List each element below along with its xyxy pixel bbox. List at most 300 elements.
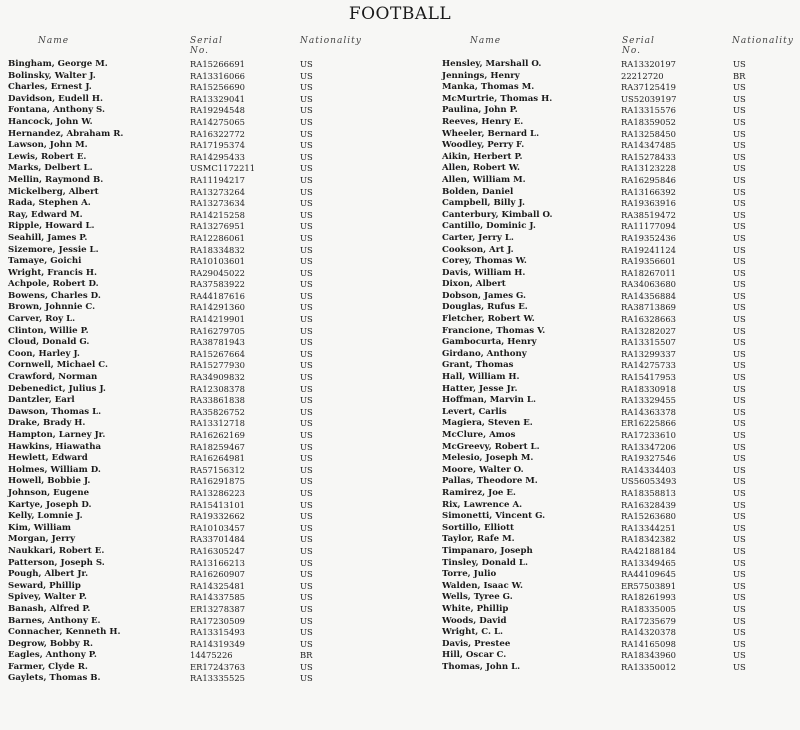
serial-number: RA13273634 [190, 198, 245, 209]
serial-number: RA14325481 [190, 580, 245, 591]
serial-number: RA13329041 [190, 93, 245, 104]
nationality: US [300, 302, 313, 313]
nationality: US [733, 302, 746, 313]
player-name: Farmer, Clyde R. [8, 661, 88, 672]
nationality: US [733, 59, 746, 69]
nationality: US [733, 256, 746, 267]
player-name: Hall, William H. [442, 372, 520, 383]
nationality: US [300, 464, 313, 475]
serial-number: RA13315507 [621, 337, 676, 348]
nationality: US [733, 545, 746, 556]
player-name: Mickelberg, Albert [8, 186, 99, 197]
serial-number: RA12286061 [190, 232, 245, 243]
player-name: Achpole, Robert D. [8, 279, 99, 290]
nationality: US [300, 383, 313, 394]
serial-number: RA17233610 [621, 430, 676, 440]
player-name: Lewis, Robert E. [8, 151, 87, 162]
player-name: Hensley, Marshall O. [442, 59, 542, 69]
serial-number: RA33861838 [190, 395, 245, 406]
nationality: US [300, 244, 313, 255]
player-name: Tamaye, Goichi [8, 256, 82, 267]
player-name: Campbell, Billy J. [442, 198, 525, 209]
nationality: US [733, 221, 746, 232]
serial-header: Serial No. [190, 36, 223, 56]
player-name: Kelly, Lomnie J. [8, 511, 83, 522]
player-name: Hancock, John W. [8, 116, 93, 127]
player-name: Cornwell, Michael C. [8, 360, 108, 371]
nationality: US [300, 511, 313, 522]
player-name: Hawkins, Hiawatha [8, 441, 102, 452]
serial-number: RA13123228 [621, 163, 676, 174]
serial-number: RA13320197 [621, 59, 676, 69]
serial-number: RA19294548 [190, 105, 245, 116]
serial-number: RA14275065 [190, 116, 245, 127]
serial-number: RA15417953 [621, 372, 676, 383]
player-name: Ripple, Howard L. [8, 221, 95, 232]
serial-number: RA19332662 [190, 511, 245, 522]
nationality: US [300, 627, 313, 638]
serial-number: RA18267011 [621, 267, 676, 278]
nationality: US [300, 638, 313, 649]
serial-number: RA10103457 [190, 522, 245, 533]
serial-number: RA16328663 [621, 314, 676, 325]
serial-number: RA14165098 [621, 638, 676, 649]
nationality: US [733, 116, 746, 127]
player-name: Gaylets, Thomas B. [8, 673, 101, 684]
serial-number: ER13278387 [190, 603, 246, 614]
player-name: Ray, Edward M. [8, 209, 83, 220]
player-name: Reeves, Henry E. [442, 116, 524, 127]
player-name: Simonetti, Vincent G. [442, 511, 546, 522]
player-name: Barnes, Anthony E. [8, 615, 101, 626]
serial-number: RA19352436 [621, 232, 676, 243]
nationality: US [733, 441, 746, 452]
nationality: US [300, 430, 313, 440]
nationality: US [733, 151, 746, 162]
player-name: Davis, Prestee [442, 638, 511, 649]
nationality: US [733, 534, 746, 545]
nationality: US [733, 511, 746, 522]
nationality: US [300, 140, 313, 151]
serial-number: RA15256690 [190, 82, 245, 93]
player-name: Hampton, Larney Jr. [8, 430, 106, 440]
nationality: US [733, 279, 746, 290]
player-name: Seward, Phillip [8, 580, 81, 591]
serial-number: RA44187616 [190, 290, 245, 301]
player-name: Dantzler, Earl [8, 395, 75, 406]
serial-number: RA17235679 [621, 615, 676, 626]
player-name: Pallas, Theodore M. [442, 476, 538, 487]
serial-number: RA29045022 [190, 267, 245, 278]
player-name: Walden, Isaac W. [442, 580, 523, 591]
serial-number: RA16264981 [190, 453, 245, 464]
page-title: FOOTBALL [348, 4, 452, 24]
nationality: US [300, 59, 313, 69]
nationality: US [300, 174, 313, 185]
nationality: US [300, 279, 313, 290]
serial-number: RA11177094 [621, 221, 676, 232]
player-name: Woodley, Perry F. [442, 140, 525, 151]
nationality: US [733, 499, 746, 510]
nationality: US [733, 569, 746, 580]
player-name: Grant, Thomas [442, 360, 514, 371]
player-name: Mellin, Raymond B. [8, 174, 104, 185]
serial-number: RA13258450 [621, 128, 676, 139]
serial-number: RA15277930 [190, 360, 245, 371]
player-name: Manka, Thomas M. [442, 82, 535, 93]
serial-number: RA11194217 [190, 174, 245, 185]
player-name: McClure, Amos [442, 430, 516, 440]
nationality: US [733, 337, 746, 348]
player-name: Cookson, Art J. [442, 244, 514, 255]
serial-number: RA13315576 [621, 105, 676, 116]
serial-number: 22212720 [621, 70, 664, 81]
nationality: US [733, 383, 746, 394]
serial-number: RA16260907 [190, 569, 245, 580]
nationality: US [300, 221, 313, 232]
player-name: Cloud, Donald G. [8, 337, 90, 348]
player-name: Holmes, William D. [8, 464, 101, 475]
serial-number: RA13350012 [621, 661, 676, 672]
player-name: Fontana, Anthony S. [8, 105, 105, 116]
player-name: Paulina, John P. [442, 105, 518, 116]
player-name: Dawson, Thomas L. [8, 406, 102, 417]
nationality: US [300, 93, 313, 104]
nationality-header: Nationality [300, 36, 362, 46]
serial-number: RA16295846 [621, 174, 676, 185]
serial-number: RA16322772 [190, 128, 245, 139]
nationality: US [300, 325, 313, 336]
player-name: Dixon, Albert [442, 279, 506, 290]
player-name: Coon, Harley J. [8, 348, 80, 359]
nationality: US [733, 174, 746, 185]
player-name: McMurtrie, Thomas H. [442, 93, 553, 104]
nationality: US [733, 290, 746, 301]
nationality: US [733, 82, 746, 93]
serial-number: RA13329455 [621, 395, 676, 406]
serial-number: RA14334403 [621, 464, 676, 475]
player-name: Carter, Jerry L. [442, 232, 514, 243]
player-name: Taylor, Rafe M. [442, 534, 515, 545]
player-name: Howell, Bobbie J. [8, 476, 91, 487]
player-name: Banash, Alfred P. [8, 603, 91, 614]
nationality: US [300, 256, 313, 267]
player-name: Eagles, Anthony P. [8, 650, 97, 661]
nationality: US [733, 453, 746, 464]
player-name: Debenedict, Julius J. [8, 383, 106, 394]
nationality: US [300, 116, 313, 127]
player-name: Fletcher, Robert W. [442, 314, 535, 325]
nationality: US [300, 557, 313, 568]
nationality: US [733, 105, 746, 116]
nationality: US [300, 337, 313, 348]
serial-number: RA38713869 [621, 302, 676, 313]
nationality: US [733, 209, 746, 220]
serial-number: RA13299337 [621, 348, 676, 359]
serial-number: RA19241124 [621, 244, 676, 255]
name-header: Name [470, 36, 502, 46]
player-name: Wright, Francis H. [8, 267, 98, 278]
player-name: Kartye, Joseph D. [8, 499, 92, 510]
nationality: US [300, 290, 313, 301]
serial-number: RA13349465 [621, 557, 676, 568]
serial-number: RA13335525 [190, 673, 245, 684]
serial-number: RA16262169 [190, 430, 245, 440]
nationality: US [300, 418, 313, 429]
player-name: Douglas, Rufus E. [442, 302, 528, 313]
nationality: US [733, 430, 746, 440]
serial-number: RA38781943 [190, 337, 245, 348]
nationality: US [733, 244, 746, 255]
serial-number: RA14356884 [621, 290, 676, 301]
nationality: US [733, 464, 746, 475]
serial-number: RA16291875 [190, 476, 245, 487]
serial-number: RA13276951 [190, 221, 245, 232]
serial-number: RA15278433 [621, 151, 676, 162]
nationality: US [300, 372, 313, 383]
player-name: Magiera, Steven E. [442, 418, 533, 429]
serial-number: RA33701484 [190, 534, 245, 545]
nationality: US [733, 93, 746, 104]
player-name: Aikin, Herbert P. [442, 151, 523, 162]
player-name: Sortillo, Elliott [442, 522, 514, 533]
player-name: Girdano, Anthony [442, 348, 527, 359]
player-name: Thomas, John L. [442, 661, 521, 672]
serial-number: RA15266691 [190, 59, 245, 69]
serial-number: RA18335005 [621, 603, 676, 614]
player-name: Connacher, Kenneth H. [8, 627, 121, 638]
nationality: US [733, 267, 746, 278]
serial-number: RA19327546 [621, 453, 676, 464]
nationality: US [733, 314, 746, 325]
nationality: BR [300, 650, 313, 661]
nationality: US [300, 476, 313, 487]
player-name: Melesio, Joseph M. [442, 453, 534, 464]
player-name: Brown, Johnnie C. [8, 302, 96, 313]
nationality: US [733, 406, 746, 417]
player-name: Davidson, Eudell H. [8, 93, 103, 104]
nationality: US [300, 105, 313, 116]
serial-number: RA14219901 [190, 314, 245, 325]
serial-number: RA34909832 [190, 372, 245, 383]
serial-number: RA14215258 [190, 209, 245, 220]
serial-number: RA13316066 [190, 70, 245, 81]
serial-header: Serial No. [622, 36, 655, 56]
nationality: US [733, 140, 746, 151]
nationality: US [300, 314, 313, 325]
serial-number: RA19363916 [621, 198, 676, 209]
nationality: US [300, 395, 313, 406]
player-name: Hernandez, Abraham R. [8, 128, 124, 139]
player-name: McGreevy, Robert L. [442, 441, 540, 452]
serial-number: RA18330918 [621, 383, 676, 394]
nationality: US [300, 592, 313, 603]
nationality: US [300, 163, 313, 174]
player-name: Charles, Ernest J. [8, 82, 92, 93]
player-name: Ramirez, Joe E. [442, 487, 516, 498]
serial-number: ER16225866 [621, 418, 677, 429]
serial-number: RA18343960 [621, 650, 676, 661]
nationality: US [300, 545, 313, 556]
serial-number: RA14320378 [621, 627, 676, 638]
player-name: Rix, Lawrence A. [442, 499, 523, 510]
serial-number: RA16328439 [621, 499, 676, 510]
nationality: US [300, 580, 313, 591]
player-name: Rada, Stephen A. [8, 198, 91, 209]
player-name: Drake, Brady H. [8, 418, 86, 429]
serial-number: RA10103601 [190, 256, 245, 267]
player-name: Levert, Carlis [442, 406, 507, 417]
player-name: Dobson, James G. [442, 290, 527, 301]
serial-number: RA14291360 [190, 302, 245, 313]
serial-number: RA14319349 [190, 638, 245, 649]
nationality: US [733, 348, 746, 359]
nationality: US [300, 348, 313, 359]
player-name: Wheeler, Bernard L. [442, 128, 540, 139]
nationality: US [300, 360, 313, 371]
serial-number: RA44109645 [621, 569, 676, 580]
nationality-header: Nationality [732, 36, 794, 46]
player-name: Hoffman, Marvin L. [442, 395, 536, 406]
serial-number: RA19356601 [621, 256, 676, 267]
serial-number: RA18259467 [190, 441, 245, 452]
serial-number: RA14337585 [190, 592, 245, 603]
player-name: Cantillo, Dominic J. [442, 221, 536, 232]
serial-number: ER57503891 [621, 580, 677, 591]
nationality: US [733, 603, 746, 614]
serial-number: ER17243763 [190, 661, 246, 672]
nationality: US [733, 487, 746, 498]
serial-number: RA13286223 [190, 487, 245, 498]
serial-number: RA15263680 [621, 511, 676, 522]
serial-number: RA12308378 [190, 383, 245, 394]
nationality: US [300, 82, 313, 93]
serial-number: RA17230509 [190, 615, 245, 626]
serial-number: RA15413101 [190, 499, 245, 510]
nationality: US [300, 151, 313, 162]
player-name: Gambocurta, Henry [442, 337, 537, 348]
serial-number: RA13312718 [190, 418, 245, 429]
player-name: Clinton, Willie P. [8, 325, 89, 336]
serial-number: USMC1172211 [190, 163, 256, 174]
player-name: Crawford, Norman [8, 372, 98, 383]
serial-number: RA18261993 [621, 592, 676, 603]
player-name: Bolden, Daniel [442, 186, 514, 197]
serial-number: RA13344251 [621, 522, 676, 533]
serial-number: RA14363378 [621, 406, 676, 417]
nationality: US [733, 325, 746, 336]
serial-number: RA57156312 [190, 464, 245, 475]
player-name: Allen, Robert W. [442, 163, 521, 174]
nationality: US [300, 209, 313, 220]
serial-number: 14475226 [190, 650, 233, 661]
nationality: BR [733, 70, 746, 81]
player-name: Hill, Oscar C. [442, 650, 507, 661]
serial-number: RA35826752 [190, 406, 245, 417]
nationality: US [300, 673, 313, 684]
nationality: US [300, 522, 313, 533]
nationality: US [733, 476, 746, 487]
player-name: Corey, Thomas W. [442, 256, 527, 267]
serial-number: RA14347485 [621, 140, 676, 151]
serial-number: RA34063680 [621, 279, 676, 290]
serial-number: RA37583922 [190, 279, 245, 290]
player-name: Bowens, Charles D. [8, 290, 101, 301]
player-name: Wells, Tyree G. [442, 592, 513, 603]
player-name: Francione, Thomas V. [442, 325, 546, 336]
player-name: Jennings, Henry [442, 70, 520, 81]
nationality: US [733, 395, 746, 406]
player-name: Pough, Albert Jr. [8, 569, 89, 580]
player-name: Bolinsky, Walter J. [8, 70, 96, 81]
nationality: US [300, 232, 313, 243]
nationality: US [300, 615, 313, 626]
player-name: Wright, C. L. [442, 627, 503, 638]
nationality: US [300, 499, 313, 510]
player-name: Woods, David [442, 615, 507, 626]
serial-number: RA18359052 [621, 116, 676, 127]
nationality: US [733, 163, 746, 174]
nationality: US [733, 128, 746, 139]
nationality: US [300, 267, 313, 278]
player-name: Canterbury, Kimball O. [442, 209, 553, 220]
serial-number: RA18358813 [621, 487, 676, 498]
nationality: US [300, 534, 313, 545]
serial-number: RA13273264 [190, 186, 245, 197]
nationality: US [733, 615, 746, 626]
player-name: Degrow, Bobby R. [8, 638, 94, 649]
serial-number: RA15267664 [190, 348, 245, 359]
serial-number: RA16279705 [190, 325, 245, 336]
nationality: US [300, 569, 313, 580]
nationality: US [300, 661, 313, 672]
player-name: White, Phillip [442, 603, 509, 614]
player-name: Carver, Roy L. [8, 314, 76, 325]
serial-number: US56053493 [621, 476, 677, 487]
player-name: Morgan, Jerry [8, 534, 76, 545]
player-name: Kim, William [8, 522, 72, 533]
serial-number: US52039197 [621, 93, 677, 104]
nationality: US [300, 186, 313, 197]
nationality: US [300, 198, 313, 209]
player-name: Torre, Julio [442, 569, 497, 580]
nationality: US [733, 580, 746, 591]
nationality: US [733, 372, 746, 383]
nationality: US [300, 70, 313, 81]
nationality: US [733, 661, 746, 672]
player-name: Lawson, John M. [8, 140, 88, 151]
player-name: Allen, William M. [442, 174, 526, 185]
nationality: US [733, 418, 746, 429]
player-name: Naukkari, Robert E. [8, 545, 105, 556]
serial-number: RA16305247 [190, 545, 245, 556]
player-name: Patterson, Joseph S. [8, 557, 105, 568]
player-name: Moore, Walter O. [442, 464, 524, 475]
player-name: Timpanaro, Joseph [442, 545, 533, 556]
nationality: US [733, 627, 746, 638]
player-name: Seahill, James P. [8, 232, 88, 243]
player-name: Davis, William H. [442, 267, 526, 278]
nationality: US [300, 406, 313, 417]
nationality: US [300, 128, 313, 139]
serial-number: RA13347206 [621, 441, 676, 452]
serial-number: RA17195374 [190, 140, 245, 151]
nationality: US [733, 638, 746, 649]
nationality: US [733, 232, 746, 243]
player-name: Spivey, Walter P. [8, 592, 87, 603]
serial-number: RA13166213 [190, 557, 245, 568]
nationality: US [300, 441, 313, 452]
